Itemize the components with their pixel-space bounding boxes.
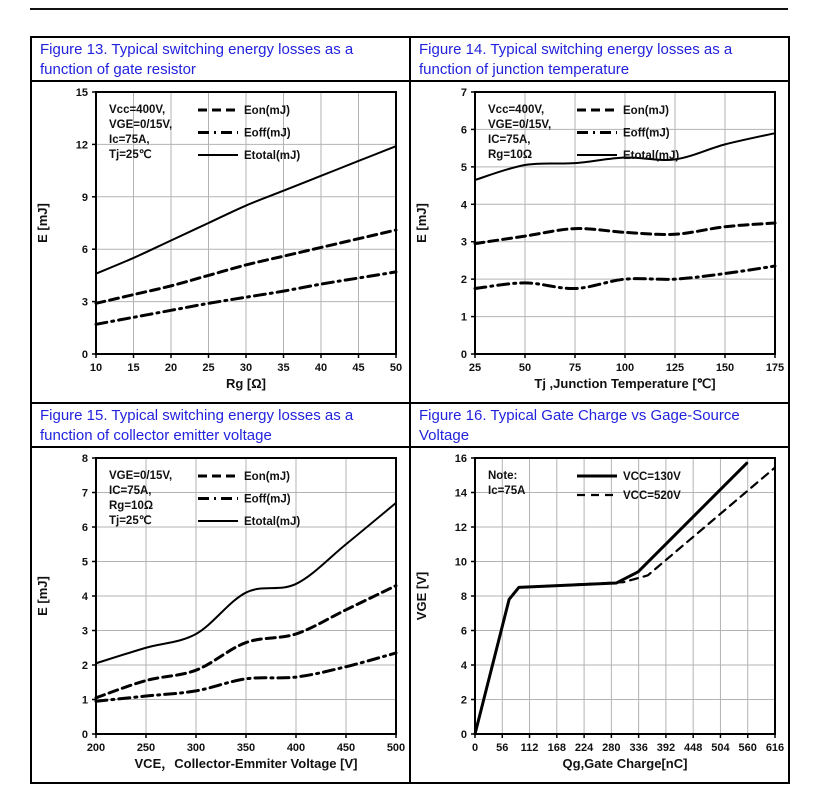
svg-text:0: 0: [81, 349, 88, 361]
svg-text:150: 150: [715, 362, 735, 374]
legend-series-label: Eoff(mJ): [623, 127, 670, 140]
svg-text:450: 450: [336, 742, 356, 754]
x-axis-label: VCE，Collector-Emmiter Voltage [V]: [134, 756, 358, 771]
figure-15-chart: [31, 447, 410, 783]
svg-text:12: 12: [75, 139, 88, 152]
svg-text:15: 15: [127, 362, 140, 374]
svg-text:168: 168: [547, 742, 566, 754]
legend-condition: Ic=75A,: [109, 134, 150, 146]
legend-series-label: VCC=520V: [623, 490, 681, 502]
svg-text:3: 3: [460, 236, 467, 249]
curve-vcc-520v: [475, 468, 774, 734]
svg-text:4: 4: [81, 591, 88, 603]
legend-series-label: VCC=130V: [623, 471, 681, 483]
figure-16-title-text: Figure 16. Typical Gate Charge vs Gage-Source Voltage: [419, 407, 740, 444]
legend-series-label: Eon(mJ): [244, 471, 290, 483]
legend-series-label: Etotal(mJ): [244, 150, 301, 162]
svg-text:56: 56: [496, 742, 509, 754]
figure-16-chart: [410, 447, 789, 783]
svg-text:560: 560: [738, 742, 757, 754]
svg-text:7: 7: [81, 487, 88, 500]
axes: [414, 453, 784, 771]
svg-text:20: 20: [164, 362, 178, 374]
svg-text:5: 5: [460, 161, 467, 174]
svg-text:40: 40: [314, 362, 328, 374]
svg-text:392: 392: [656, 742, 676, 754]
legend: [109, 470, 300, 528]
series-curves: [475, 463, 774, 734]
svg-text:10: 10: [454, 556, 467, 569]
svg-text:0: 0: [460, 729, 467, 741]
svg-text:45: 45: [352, 362, 365, 374]
figure-13-chart: [31, 81, 410, 403]
svg-text:10: 10: [89, 362, 103, 374]
svg-text:2: 2: [81, 660, 88, 672]
svg-text:16: 16: [454, 453, 467, 465]
svg-text:336: 336: [629, 742, 648, 754]
svg-text:448: 448: [684, 742, 703, 754]
svg-text:3: 3: [81, 296, 88, 309]
svg-text:50: 50: [389, 362, 403, 374]
figure-13-title: [31, 37, 410, 81]
svg-text:14: 14: [454, 487, 467, 500]
svg-text:1: 1: [460, 311, 467, 324]
svg-text:50: 50: [518, 362, 532, 374]
svg-text:504: 504: [711, 742, 730, 754]
legend-series-label: Etotal(mJ): [244, 516, 301, 528]
header-divider: [30, 8, 788, 10]
svg-text:2: 2: [460, 694, 467, 707]
svg-text:2: 2: [460, 274, 467, 287]
figure-16-chart-canvas: [411, 448, 788, 782]
svg-text:300: 300: [186, 742, 206, 754]
axes: [414, 87, 784, 391]
figure-13-title-text: Figure 13. Typical switching energy losses as a function of gate resistor: [40, 41, 354, 78]
legend-condition: VGE=0/15V,: [109, 470, 173, 482]
legend: [488, 470, 681, 502]
svg-text:25: 25: [202, 362, 215, 374]
legend-condition: Note:: [488, 470, 518, 482]
legend-series-label: Eon(mJ): [244, 105, 290, 117]
figure-grid: [30, 36, 790, 784]
svg-text:35: 35: [277, 362, 290, 374]
x-axis-label: Rg [Ω]: [225, 376, 267, 391]
legend-condition: Vcc=400V,: [488, 104, 545, 116]
svg-text:0: 0: [471, 742, 479, 754]
legend-series-label: Eon(mJ): [623, 105, 669, 117]
svg-text:5: 5: [81, 556, 88, 569]
svg-text:224: 224: [574, 742, 594, 754]
svg-text:25: 25: [468, 362, 482, 374]
svg-text:400: 400: [286, 742, 306, 754]
svg-text:75: 75: [568, 362, 582, 374]
legend-condition: Rg=10Ω: [488, 149, 533, 161]
svg-text:12: 12: [454, 522, 467, 534]
svg-text:4: 4: [460, 660, 467, 672]
legend: [109, 104, 300, 162]
axes: [35, 87, 402, 391]
figure-14-title-text: Figure 14. Typical switching energy losses as a function of junction temperature: [419, 41, 733, 78]
svg-text:6: 6: [81, 522, 88, 534]
svg-text:4: 4: [460, 199, 467, 212]
figure-15-chart-canvas: [32, 448, 409, 782]
legend: [488, 104, 679, 162]
svg-text:30: 30: [239, 362, 253, 374]
svg-text:7: 7: [460, 87, 467, 99]
svg-text:500: 500: [386, 742, 406, 754]
x-axis-label: Tj ,Junction Temperature [℃]: [534, 376, 716, 391]
svg-text:125: 125: [665, 362, 685, 374]
figure-14-title: [410, 37, 789, 81]
svg-text:0: 0: [460, 349, 467, 361]
svg-text:15: 15: [75, 87, 88, 99]
svg-text:175: 175: [765, 362, 785, 374]
svg-text:0: 0: [81, 729, 88, 741]
svg-text:3: 3: [81, 625, 88, 638]
svg-text:6: 6: [460, 625, 467, 638]
x-axis-label: Qg,Gate Charge[nC]: [562, 756, 688, 771]
figure-14-chart-canvas: [411, 82, 788, 402]
svg-text:8: 8: [81, 453, 88, 465]
svg-text:8: 8: [460, 591, 467, 603]
figure-13-chart-canvas: [32, 82, 409, 402]
legend-series-label: Etotal(mJ): [623, 150, 680, 162]
figure-16-title: [410, 403, 789, 447]
legend-condition: VGE=0/15V,: [109, 119, 173, 131]
legend-series-label: Eoff(mJ): [244, 127, 291, 140]
svg-text:200: 200: [86, 742, 106, 754]
legend-condition: IC=75A,: [109, 485, 152, 497]
svg-text:6: 6: [81, 244, 88, 257]
svg-text:9: 9: [81, 191, 88, 204]
figure-15-title: [31, 403, 410, 447]
figure-15-title-text: Figure 15. Typical switching energy losses as a function of collector emitter voltage: [40, 407, 354, 444]
legend-series-label: Eoff(mJ): [244, 493, 291, 506]
y-axis-label: E [mJ]: [414, 203, 429, 243]
svg-text:350: 350: [236, 742, 256, 754]
legend-condition: Vcc=400V,: [109, 104, 166, 116]
svg-text:250: 250: [136, 742, 156, 754]
svg-text:6: 6: [460, 124, 467, 137]
legend-condition: Tj=25℃: [109, 515, 152, 527]
legend-condition: IC=75A,: [488, 134, 531, 146]
svg-text:616: 616: [765, 742, 785, 754]
svg-text:280: 280: [602, 742, 621, 754]
y-axis-label: VGE [V]: [414, 571, 429, 621]
svg-text:100: 100: [615, 362, 635, 374]
y-axis-label: E [mJ]: [35, 576, 50, 616]
legend-condition: Tj=25℃: [109, 149, 152, 161]
legend-condition: Rg=10Ω: [109, 500, 154, 512]
svg-text:1: 1: [81, 694, 88, 707]
figure-14-chart: [410, 81, 789, 403]
svg-text:112: 112: [520, 742, 539, 754]
legend-condition: VGE=0/15V,: [488, 119, 552, 131]
legend-condition: Ic=75A: [488, 485, 526, 497]
y-axis-label: E [mJ]: [35, 203, 50, 243]
